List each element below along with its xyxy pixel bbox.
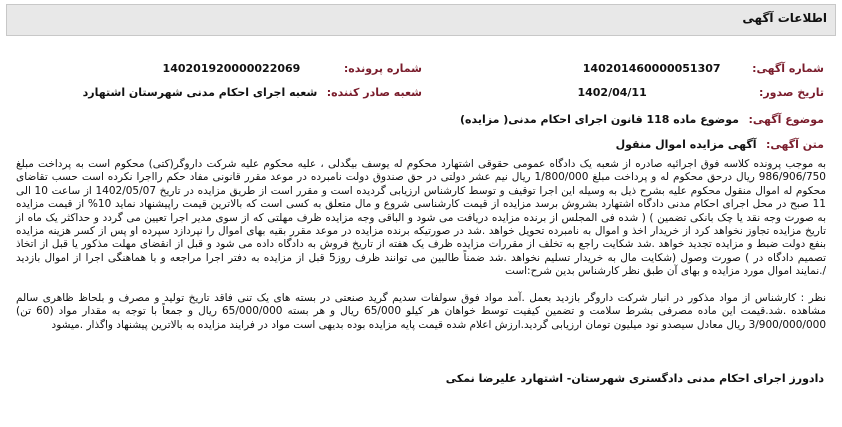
text-title: آگهی مزایده اموال منقول (615, 138, 757, 151)
issue-date-value: 1402/04/11 (577, 86, 647, 99)
ad-number-row (571, 62, 824, 75)
subject-row (460, 113, 824, 126)
ad-number-label: شماره آگهی: (752, 62, 824, 75)
signature: دادورز اجرای احکام مدنی دادگستری شهرستان- اشتهارد علیرضا نمکی (445, 372, 824, 385)
notice-body-expert (16, 292, 826, 333)
ad-number-value: 140201460000051307 (582, 62, 721, 75)
text-title-row (616, 138, 824, 151)
case-number-value: 140201920000022069 (162, 62, 301, 75)
issue-date-row (577, 86, 824, 99)
issuer-row (83, 86, 422, 99)
issue-date-label: تاریخ صدور: (758, 86, 824, 99)
notice-header (6, 4, 836, 36)
case-number-row (163, 62, 422, 75)
case-number-label: شماره پرونده: (343, 62, 422, 75)
issuer-value: شعبه اجرای احکام مدنی شهرستان اشتهارد (82, 86, 318, 99)
issuer-label: شعبه صادر کننده: (326, 86, 422, 99)
header-title: اطلاعات آگهی (742, 11, 827, 25)
notice-body (16, 158, 826, 280)
body-paragraph-2: نظر : کارشناس از مواد مذکور در انبار شرکت داروگر بازدید بعمل .آمد مواد فوق سولفات سدیم گرید صنعتی در بسته های یک تنی فاقد تاریخ تولید و مصرف و بلحاظ ظاهری سالم مشاهده .شد.قیمت این ماده مصرفی بشرط سلامت و تضمین کیفیت توسط خواهان هر کیلو 65/000 ریال و هر بسته 65/000/000 ریال و جمعاً با توجه به مقدار مواد (60 تن) 3/900/000/000 ریال معادل سیصدو نود میلیون تومان ارزیابی گردید.ارزش اعلام شده قیمت پایه مزایده بوده بدیهی است مواد در فرایند مزایده به بالاترین پیشنهاد واگذار .میشود (16, 292, 827, 331)
subject-label: موضوع آگهی: (748, 113, 824, 126)
subject-value: موضوع ماده 118 قانون اجرای احکام مدنی( مزایده) (460, 113, 739, 126)
body-paragraph-1: به موجب پرونده کلاسه فوق اجرائیه صادره از شعبه یک دادگاه عمومی حقوقی اشتهارد محکوم له یوسف بیگدلی ، علیه محکوم علیه شرکت داروگر(کتی) محکوم است به پرداخت مبلغ 986/906/750 ریال درحق محکوم له و پرداخت مبلغ 1/800/000 ریال نیم عشر دولتی در حق صندوق دولت نامبرده در موعد مقرر قانونی مفاد حکم رااجرا نکرده است حسب تقاضای محکوم له اموال منقول محکوم علیه بشرح ذیل به وسیله این اجرا توقیف و توسط کارشناس ارزیابی گردیده است و مقرر است از طریق مزایده در تاریخ 1402/05/07 از ساعت 10 الی 11 صبح در محل اجرای احکام مدنی دادگاه اشتهارد بشروش برسد مزایده از قیمت کارشناسی شروع و مال متعلق به کسی است که بالاترین قیمت راپیشنهاد نماید 10% از قیمت مزایده به صورت وجه نقد یا چک بانکی تضمین ) ( شده فی المجلس از برنده مزایده دریافت می شود و الباقی وجه مزایده ظرف مهلتی که از سوی مدیر اجرا تعیین می گردد و حداکثر یک ماه از تاریخ مزایده تجاوز نخواهد کرد از خریدار اخذ و اموال به نامبرده تحویل خواهد .شد در صورتیکه برنده مزایده در موعد مقرر بقیه بهای اموال را نپردازد سپرده او پس از کسر هزینه مزایده بنفع دولت ضبط و مزایده تجدید خواهد .شد شکایت راجع به تخلف از مقررات مزایده ظرف یک هفته از تاریخ فروش به دادگاه داده می شود و قبل از انقضای مهلت مذکور یا قبل از اتخاذ تصمیم دادگاه در ) صورت وصول (شکایت مال به خریدار تسلیم نخواهد .شد ضمناً طالبین می توانند ظرف روز5 قبل از مزایده به دفتر اجرا مراجعه و با هماهنگی اجرا از اموال بازدید /.نمایند اموال مورد مزایده و بهای آن طبق نظر کارشناس بدین شرح:است (16, 158, 827, 278)
text-label: متن آگهی: (766, 138, 824, 151)
